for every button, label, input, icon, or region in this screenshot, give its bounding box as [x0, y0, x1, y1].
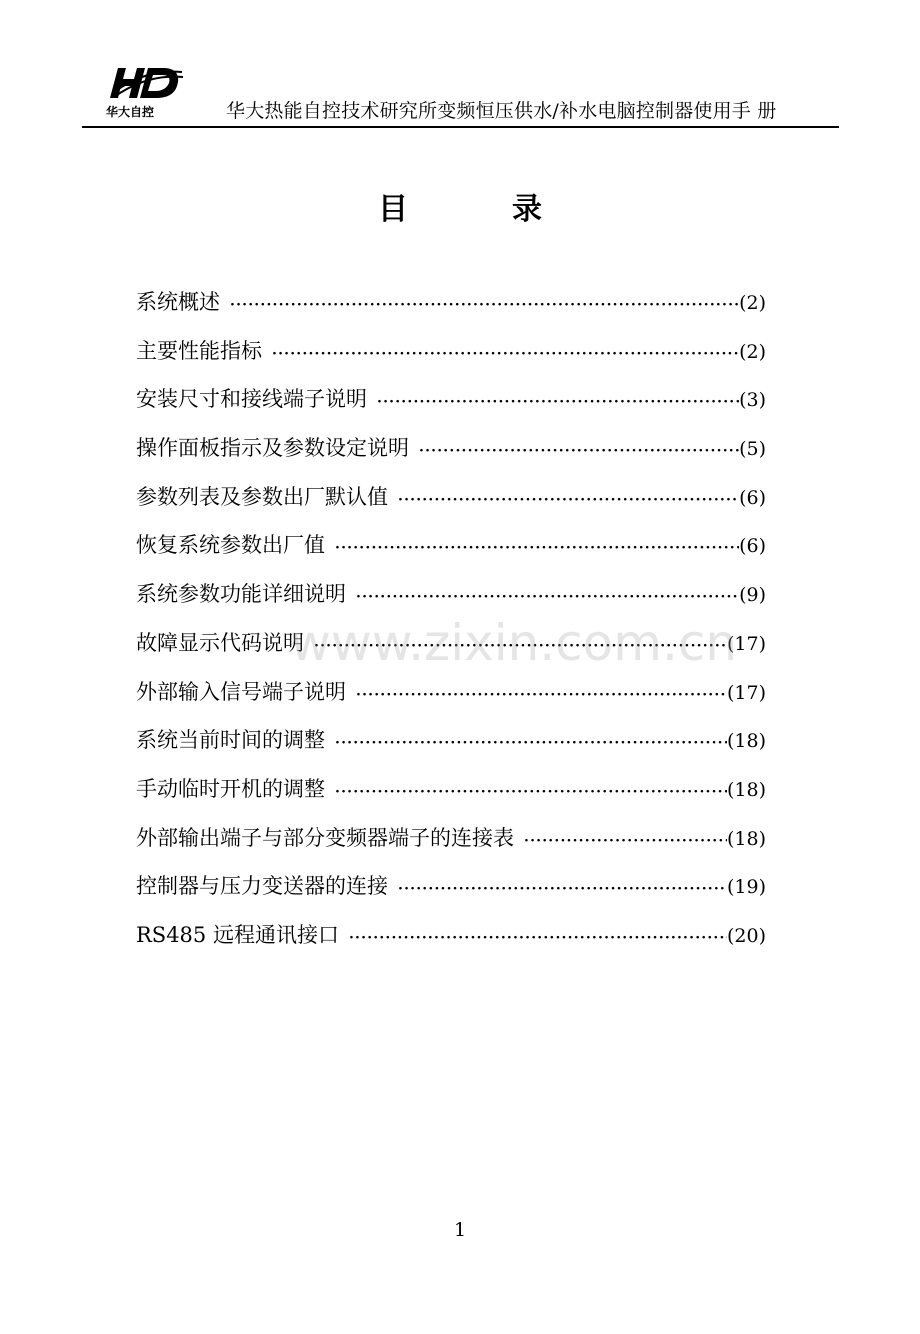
toc-leader-dots [335, 540, 739, 556]
toc-entry[interactable] [136, 773, 766, 822]
toc-entry-page: (5) [739, 438, 766, 461]
toc-entry-label: 系统参数功能详细说明 [136, 582, 346, 607]
toc-leader-dots [335, 735, 727, 751]
toc-entry-label: 控制器与压力变送器的连接 [136, 874, 388, 899]
toc-entry[interactable] [136, 432, 766, 481]
page-number: 1 [453, 1219, 467, 1241]
toc-leader-dots [335, 784, 727, 800]
toc-entry-label: RS485 远程通讯接口 [136, 922, 339, 947]
toc-entry-page: (6) [739, 535, 766, 558]
toc-entry-page: (17) [726, 681, 766, 704]
hd-logo-icon [104, 64, 184, 104]
toc-entry-label: 手动临时开机的调整 [136, 776, 325, 801]
toc-entry-label: 参数列表及参数出厂默认值 [136, 484, 388, 509]
toc-entry[interactable] [136, 286, 766, 335]
header-divider [82, 126, 839, 128]
table-of-contents [136, 286, 766, 968]
toc-entry[interactable] [136, 870, 766, 919]
toc-entry-label: 操作面板指示及参数设定说明 [136, 436, 409, 461]
toc-entry-page: (20) [726, 924, 766, 947]
toc-entry[interactable] [136, 724, 766, 773]
toc-entry[interactable] [136, 481, 766, 530]
toc-entry-page: (18) [726, 778, 766, 801]
header-title: 华大热能自控技术研究所变频恒压供水/补水电脑控制器使用手 册 [226, 100, 777, 122]
toc-entry[interactable] [136, 919, 766, 968]
toc-entry-page: (18) [726, 730, 766, 753]
toc-leader-dots [377, 394, 739, 410]
toc-heading-char: 目 [378, 192, 408, 227]
toc-entry-page: (2) [739, 292, 766, 314]
toc-entry[interactable] [136, 578, 766, 627]
toc-leader-dots [230, 297, 739, 313]
toc-entry-page: (3) [739, 389, 766, 412]
toc-entry-label: 恢复系统参数出厂值 [136, 533, 325, 558]
toc-leader-dots [398, 492, 739, 508]
toc-entry-label: 安装尺寸和接线端子说明 [136, 387, 367, 412]
toc-leader-dots [356, 687, 727, 703]
toc-heading [0, 184, 920, 228]
logo-text: 华大自控 [106, 105, 155, 119]
toc-leader-dots [398, 881, 727, 897]
toc-entry-label: 系统概述 [136, 290, 220, 314]
toc-leader-dots [419, 443, 739, 459]
watermark: www.zixin.com.cn [290, 614, 738, 672]
toc-entry[interactable] [136, 383, 766, 432]
toc-entry[interactable] [136, 627, 766, 676]
toc-entry-page: (6) [739, 486, 766, 509]
toc-entry-label: 外部输出端子与部分变频器端子的连接表 [136, 825, 514, 850]
toc-leader-dots [356, 589, 739, 605]
toc-entry[interactable] [136, 335, 766, 384]
toc-entry-page: (18) [726, 827, 766, 850]
toc-entry-page: (19) [726, 876, 766, 899]
toc-leader-dots [524, 833, 727, 849]
toc-leader-dots [314, 638, 727, 654]
toc-leader-dots [349, 930, 727, 946]
toc-entry-page: (9) [739, 584, 766, 607]
toc-entry-label: 主要性能指标 [136, 338, 262, 363]
toc-entry[interactable] [136, 822, 766, 871]
toc-entry-label: 故障显示代码说明 [136, 630, 304, 655]
toc-heading-char: 录 [512, 192, 542, 227]
toc-entry-page: (2) [739, 340, 766, 363]
toc-entry-label: 系统当前时间的调整 [136, 728, 325, 753]
toc-entry-page: (17) [726, 632, 766, 655]
toc-entry[interactable] [136, 529, 766, 578]
toc-entry-label: 外部输入信号端子说明 [136, 679, 346, 704]
toc-entry[interactable] [136, 676, 766, 725]
toc-leader-dots [272, 346, 739, 362]
